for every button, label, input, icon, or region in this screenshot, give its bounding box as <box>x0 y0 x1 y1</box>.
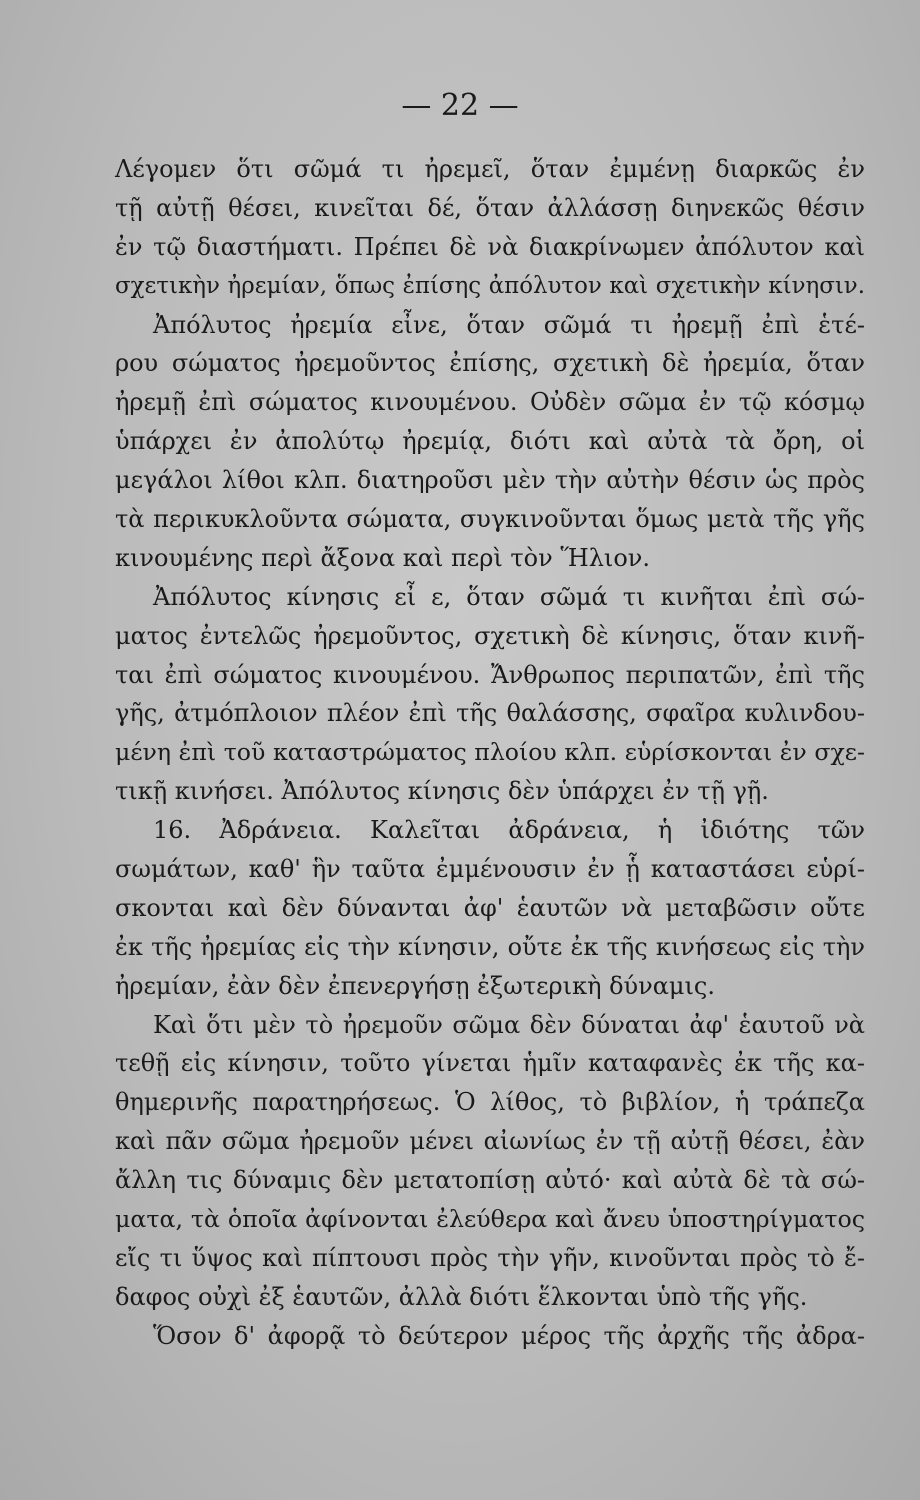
text-line: τεθῇ εἰς κίνησιν, τοῦτο γίνεται ἡμῖν καταφανὲς ἐκ τῆς κα- <box>115 1049 865 1078</box>
text-line: τῇ αὐτῇ θέσει, κινεῖται δέ, ὅταν ἀλλάσσῃ διηνεκῶς θέσιν <box>115 193 865 222</box>
text-line: ὑπάρχει ἐν ἀπολύτῳ ἠρεμίᾳ, διότι καὶ αὐτὰ τὰ ὄρη, οἱ <box>115 427 865 456</box>
section-heading-line: 16. Ἀδράνεια. Καλεῖται ἀδράνεια, ἡ ἰδιότης τῶν <box>153 816 865 845</box>
text-line: ἐν τῷ διαστήματι. Πρέπει δὲ νὰ διακρίνωμεν ἀπόλυτον καὶ <box>115 232 865 261</box>
text-line: ματα, τὰ ὁποῖα ἀφίνονται ἐλεύθερα καὶ ἄνευ ὑποστηρίγματος <box>115 1205 865 1234</box>
text-line: σχετικὴν ἠρεμίαν, ὅπως ἐπίσης ἀπόλυτον καὶ σχετικὴν κίνησιν. <box>115 272 865 299</box>
text-line: ἠρεμίαν, ἐὰν δὲν ἐπενεργήσῃ ἐξωτερικὴ δύναμις. <box>115 971 715 1000</box>
page-number: — 22 — <box>401 88 519 123</box>
text-line: θημερινῆς παρατηρήσεως. Ὁ λίθος, τὸ βιβλίον, ἡ τράπεζα <box>115 1088 865 1117</box>
text-line: κινουμένης περὶ ἄξονα καὶ περὶ τὸν Ἥλιον. <box>115 543 650 572</box>
text-line: ρου σώματος ἠρεμοῦντος ἐπίσης, σχετικὴ δὲ ἠρεμία, ὅταν <box>115 349 865 378</box>
text-line: ἠρεμῇ ἐπὶ σώματος κινουμένου. Οὐδὲν σῶμα ἐν τῷ κόσμῳ <box>115 388 865 417</box>
text-line: ἐκ τῆς ἠρεμίας εἰς τὴν κίνησιν, οὔτε ἐκ τῆς κινήσεως εἰς τὴν <box>115 932 865 961</box>
text-line: Ὅσον δ' ἀφορᾷ τὸ δεύτερον μέρος τῆς ἀρχῆς τῆς ἀδρα- <box>153 1321 865 1350</box>
text-line: Ἀπόλυτος ἠρεμία εἶνε, ὅταν σῶμά τι ἠρεμῇ ἐπὶ ἑτέ- <box>153 310 865 339</box>
text-line: ματος ἐντελῶς ἠρεμοῦντος, σχετικὴ δὲ κίνησις, ὅταν κινῆ- <box>115 621 865 650</box>
text-line: μεγάλοι λίθοι κλπ. διατηροῦσι μὲν τὴν αὐτὴν θέσιν ὡς πρὸς <box>115 466 865 495</box>
text-line: μένη ἐπὶ τοῦ καταστρώματος πλοίου κλπ. εὑρίσκονται ἐν σχε- <box>115 738 865 767</box>
text-line: Λέγομεν ὅτι σῶμά τι ἠρεμεῖ, ὅταν ἐμμένῃ διαρκῶς ἐν <box>115 155 865 183</box>
text-line: Καὶ ὅτι μὲν τὸ ἠρεμοῦν σῶμα δὲν δύναται ἀφ' ἑαυτοῦ νὰ <box>153 1010 865 1039</box>
text-line: εἴς τι ὕψος καὶ πίπτουσι πρὸς τὴν γῆν, κινοῦνται πρὸς τὸ ἔ- <box>115 1243 865 1272</box>
text-line: Ἀπόλυτος κίνησις εἶ ε, ὅταν σῶμά τι κινῆται ἐπὶ σώ- <box>153 582 865 611</box>
text-line: ται ἐπὶ σώματος κινουμένου. Ἄνθρωπος περιπατῶν, ἐπὶ τῆς <box>115 660 865 689</box>
text-line: ἄλλη τις δύναμις δὲν μετατοπίσῃ αὐτό· καὶ αὐτὰ δὲ τὰ σώ- <box>115 1166 865 1195</box>
text-line: τικῇ κινήσει. Ἀπόλυτος κίνησις δὲν ὑπάρχει ἐν τῇ γῇ. <box>115 777 769 806</box>
text-line: δαφος οὐχὶ ἐξ ἑαυτῶν, ἀλλὰ διότι ἕλκονται ὑπὸ τῆς γῆς. <box>115 1282 808 1311</box>
body-text <box>115 150 865 1356</box>
text-line: γῆς, ἀτμόπλοιον πλέον ἐπὶ τῆς θαλάσσης, σφαῖρα κυλινδου- <box>115 699 865 728</box>
text-line: σκονται καὶ δὲν δύνανται ἀφ' ἑαυτῶν νὰ μεταβῶσιν οὔτε <box>115 893 865 922</box>
text-line: σωμάτων, καθ' ἣν ταῦτα ἐμμένουσιν ἐν ᾗ καταστάσει εὑρί- <box>115 855 865 884</box>
text-line: καὶ πᾶν σῶμα ἠρεμοῦν μένει αἰωνίως ἐν τῇ αὐτῇ θέσει, ἐὰν <box>115 1127 865 1156</box>
text-line: τὰ περικυκλοῦντα σώματα, συγκινοῦνται ὅμως μετὰ τῆς γῆς <box>115 505 865 534</box>
